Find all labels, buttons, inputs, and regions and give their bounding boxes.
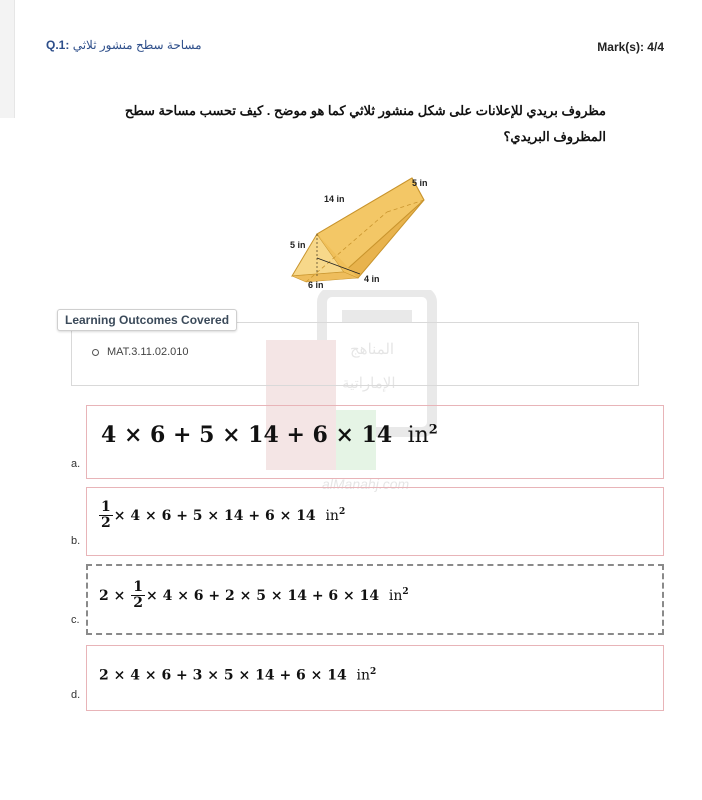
watermark-text-2: الإماراتية	[342, 375, 396, 392]
option-b-expression: $\frac{1}{2}$ × 4 × 6 + 5 × 14 + 6 × 14 $in^2$	[101, 499, 346, 532]
option-a-letter: a.	[71, 458, 81, 470]
fraction-half: $\frac{1}{2}$	[101, 499, 111, 532]
label-top-side: 5 in	[412, 178, 428, 188]
question-number: Q.1:	[46, 38, 70, 52]
triangular-prism-figure	[282, 168, 442, 290]
bullet-icon	[92, 349, 99, 356]
label-length: 14 in	[324, 194, 345, 204]
option-c-expression: 2 × $\frac{1}{2}$ × 4 × 6 + 2 × 5 × 14 + 6 × 14 $in^2$	[99, 579, 409, 612]
label-base: 6 in	[308, 280, 324, 290]
fraction-half: $\frac{1}{2}$	[133, 579, 143, 612]
learning-outcome-item: MAT.3.11.02.010	[92, 346, 189, 358]
option-d-expression: 2 × 4 × 6 + 3 × 5 × 14 + 6 × 14 $in^2$	[99, 667, 377, 684]
option-a-expression: 4 × 6 + 5 × 14 + 6 × 14 $in^2$	[101, 422, 438, 448]
question-header	[46, 38, 202, 52]
marks-label: Mark(s): 4/4	[597, 40, 664, 54]
option-d-letter: d.	[71, 689, 81, 701]
question-title: مساحة سطح منشور ثلاثي	[72, 38, 202, 52]
option-c-letter: c.	[71, 614, 80, 626]
question-text: مظروف بريدي للإعلانات على شكل منشور ثلاثي كما هو موضح . كيف تحسب مساحة سطح المظروف البريدي؟	[124, 103, 606, 144]
side-panel-strip	[0, 0, 15, 118]
watermark-url: alManahj.com	[322, 476, 410, 492]
label-left-side: 5 in	[290, 240, 306, 250]
option-b-letter: b.	[71, 535, 81, 547]
learning-outcomes-title: Learning Outcomes Covered	[57, 309, 237, 331]
watermark-text-1: المناهج	[350, 341, 395, 358]
label-height: 4 in	[364, 274, 380, 284]
